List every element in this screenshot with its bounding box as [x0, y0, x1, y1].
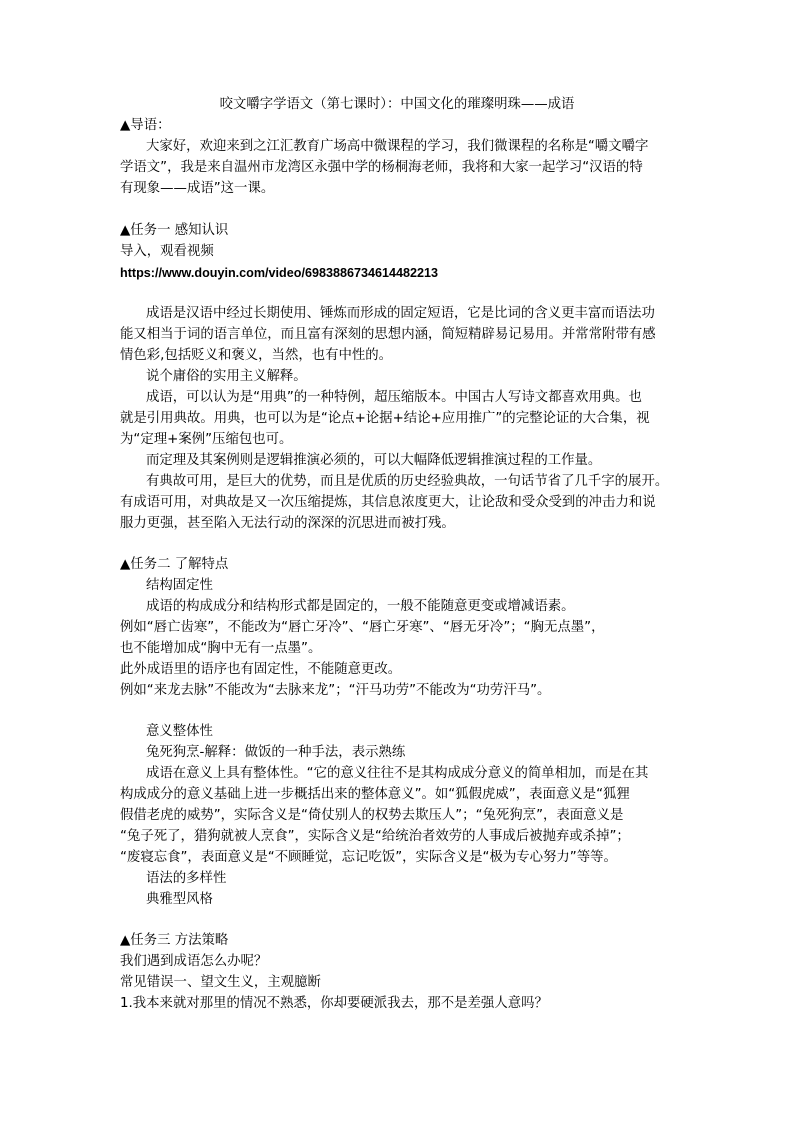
document-title: 咬文嚼字学语文（第七课时）：中国文化的璀璨明珠——成语: [219, 97, 575, 112]
paragraph-line: “废寝忘食”，表面意义是“不顾睡觉，忘记吃饭”，实际含义是“极为专心努力”等等。: [120, 850, 617, 865]
paragraph-line: 此外成语里的语序也有固定性，不能随意更改。: [120, 662, 402, 677]
intro-line: 有现象——成语”这一课。: [120, 181, 275, 196]
subheading: 意义整体性: [146, 724, 213, 739]
subheading: 结构固定性: [146, 578, 213, 593]
paragraph-line: 也不能增加成“胸中无有一点墨”。: [120, 641, 322, 656]
paragraph-line: 成语是汉语中经过长期使用、锤炼而形成的固定短语，它是比词的含义更丰富而语法功: [146, 306, 655, 321]
paragraph-line: 情色彩,包括贬义和褒义，当然，也有中性的。: [120, 348, 393, 363]
paragraph-line: 成语的构成成分和结构形式都是固定的，一般不能随意更变或增减语素。: [146, 599, 575, 614]
paragraph-line: 例如“唇亡齿寒”，不能改为“唇亡牙冷”、“唇亡牙寒”、“唇无牙冷”；“胸无点墨”，: [120, 620, 605, 635]
paragraph-line: 能又相当于词的语言单位，而且富有深刻的思想内涵，简短精辟易记易用。并常常附带有感: [120, 327, 656, 342]
paragraph-line: “兔子死了，猎狗就被人烹食”，实际含义是“给统治者效劳的人事成后被抛弃或杀掉”；: [120, 829, 630, 844]
task1-heading: ▲任务一 感知认识: [120, 223, 229, 238]
paragraph-line: 就是引用典故。用典，也可以为是“论点+论据+结论+应用推广”的完整论证的大合集，视: [120, 411, 650, 426]
intro-line: 学语文”，我是来自温州市龙湾区永强中学的杨桐海老师，我将和大家一起学习“汉语的特: [120, 160, 643, 175]
task3-heading: ▲任务三 方法策略: [120, 933, 229, 948]
paragraph-line: 常见错误一、望文生义，主观臆断: [120, 975, 321, 990]
paragraph-line: 构成成分的意义基础上进一步概括出来的整体意义”。如“狐假虎威”，表面意义是“狐狸: [120, 787, 630, 802]
intro-heading: ▲导语：: [120, 118, 171, 133]
paragraph-line: 1.我本来就对那里的情况不熟悉，你却要硬派我去，那不是差强人意吗？: [120, 996, 548, 1011]
paragraph-line: 为“定理+案例”压缩包也可。: [120, 432, 293, 447]
task1-subheading: 导入，观看视频: [120, 244, 214, 259]
paragraph-line: 说个庸俗的实用主义解释。: [146, 369, 307, 384]
paragraph-line: 例如“来龙去脉”不能改为“去脉来龙”；“汗马功劳”不能改为“功劳汗马”。: [120, 683, 551, 698]
subheading: 语法的多样性: [146, 871, 227, 886]
intro-line: 大家好，欢迎来到之江汇教育广场高中微课程的学习，我们微课程的名称是“嚼文嚼字: [146, 139, 649, 154]
subheading: 典雅型风格: [146, 892, 213, 907]
paragraph-line: 成语在意义上具有整体性。“它的意义往往不是其构成成分意义的简单相加，而是在其: [146, 766, 649, 781]
paragraph-line: 假借老虎的威势”，实际含义是“倚仗别人的权势去欺压人”；“兔死狗烹”，表面意义是: [120, 808, 624, 823]
paragraph-line: 服力更强，甚至陷入无法行动的深深的沉思进而被打残。: [120, 516, 455, 531]
paragraph-line: 我们遇到成语怎么办呢？: [120, 954, 268, 969]
task2-heading: ▲任务二 了解特点: [120, 557, 229, 572]
paragraph-line: 兔死狗烹-解释：做饭的一种手法，表示熟练: [146, 745, 406, 760]
paragraph-line: 有成语可用，对典故是又一次压缩提炼，其信息浓度更大，让论敌和受众受到的冲击力和说: [120, 495, 656, 510]
paragraph-line: 有典故可用，是巨大的优势，而且是优质的历史经验典故，一句话节省了几千字的展开。: [146, 474, 669, 489]
paragraph-line: 成语，可以认为是“用典”的一种特例，超压缩版本。中国古人写诗文都喜欢用典。也: [146, 390, 642, 405]
paragraph-line: 而定理及其案例则是逻辑推演必须的，可以大幅降低逻辑推演过程的工作量。: [146, 453, 602, 468]
video-link[interactable]: https://www.douyin.com/video/6983886734614482213: [120, 266, 439, 280]
